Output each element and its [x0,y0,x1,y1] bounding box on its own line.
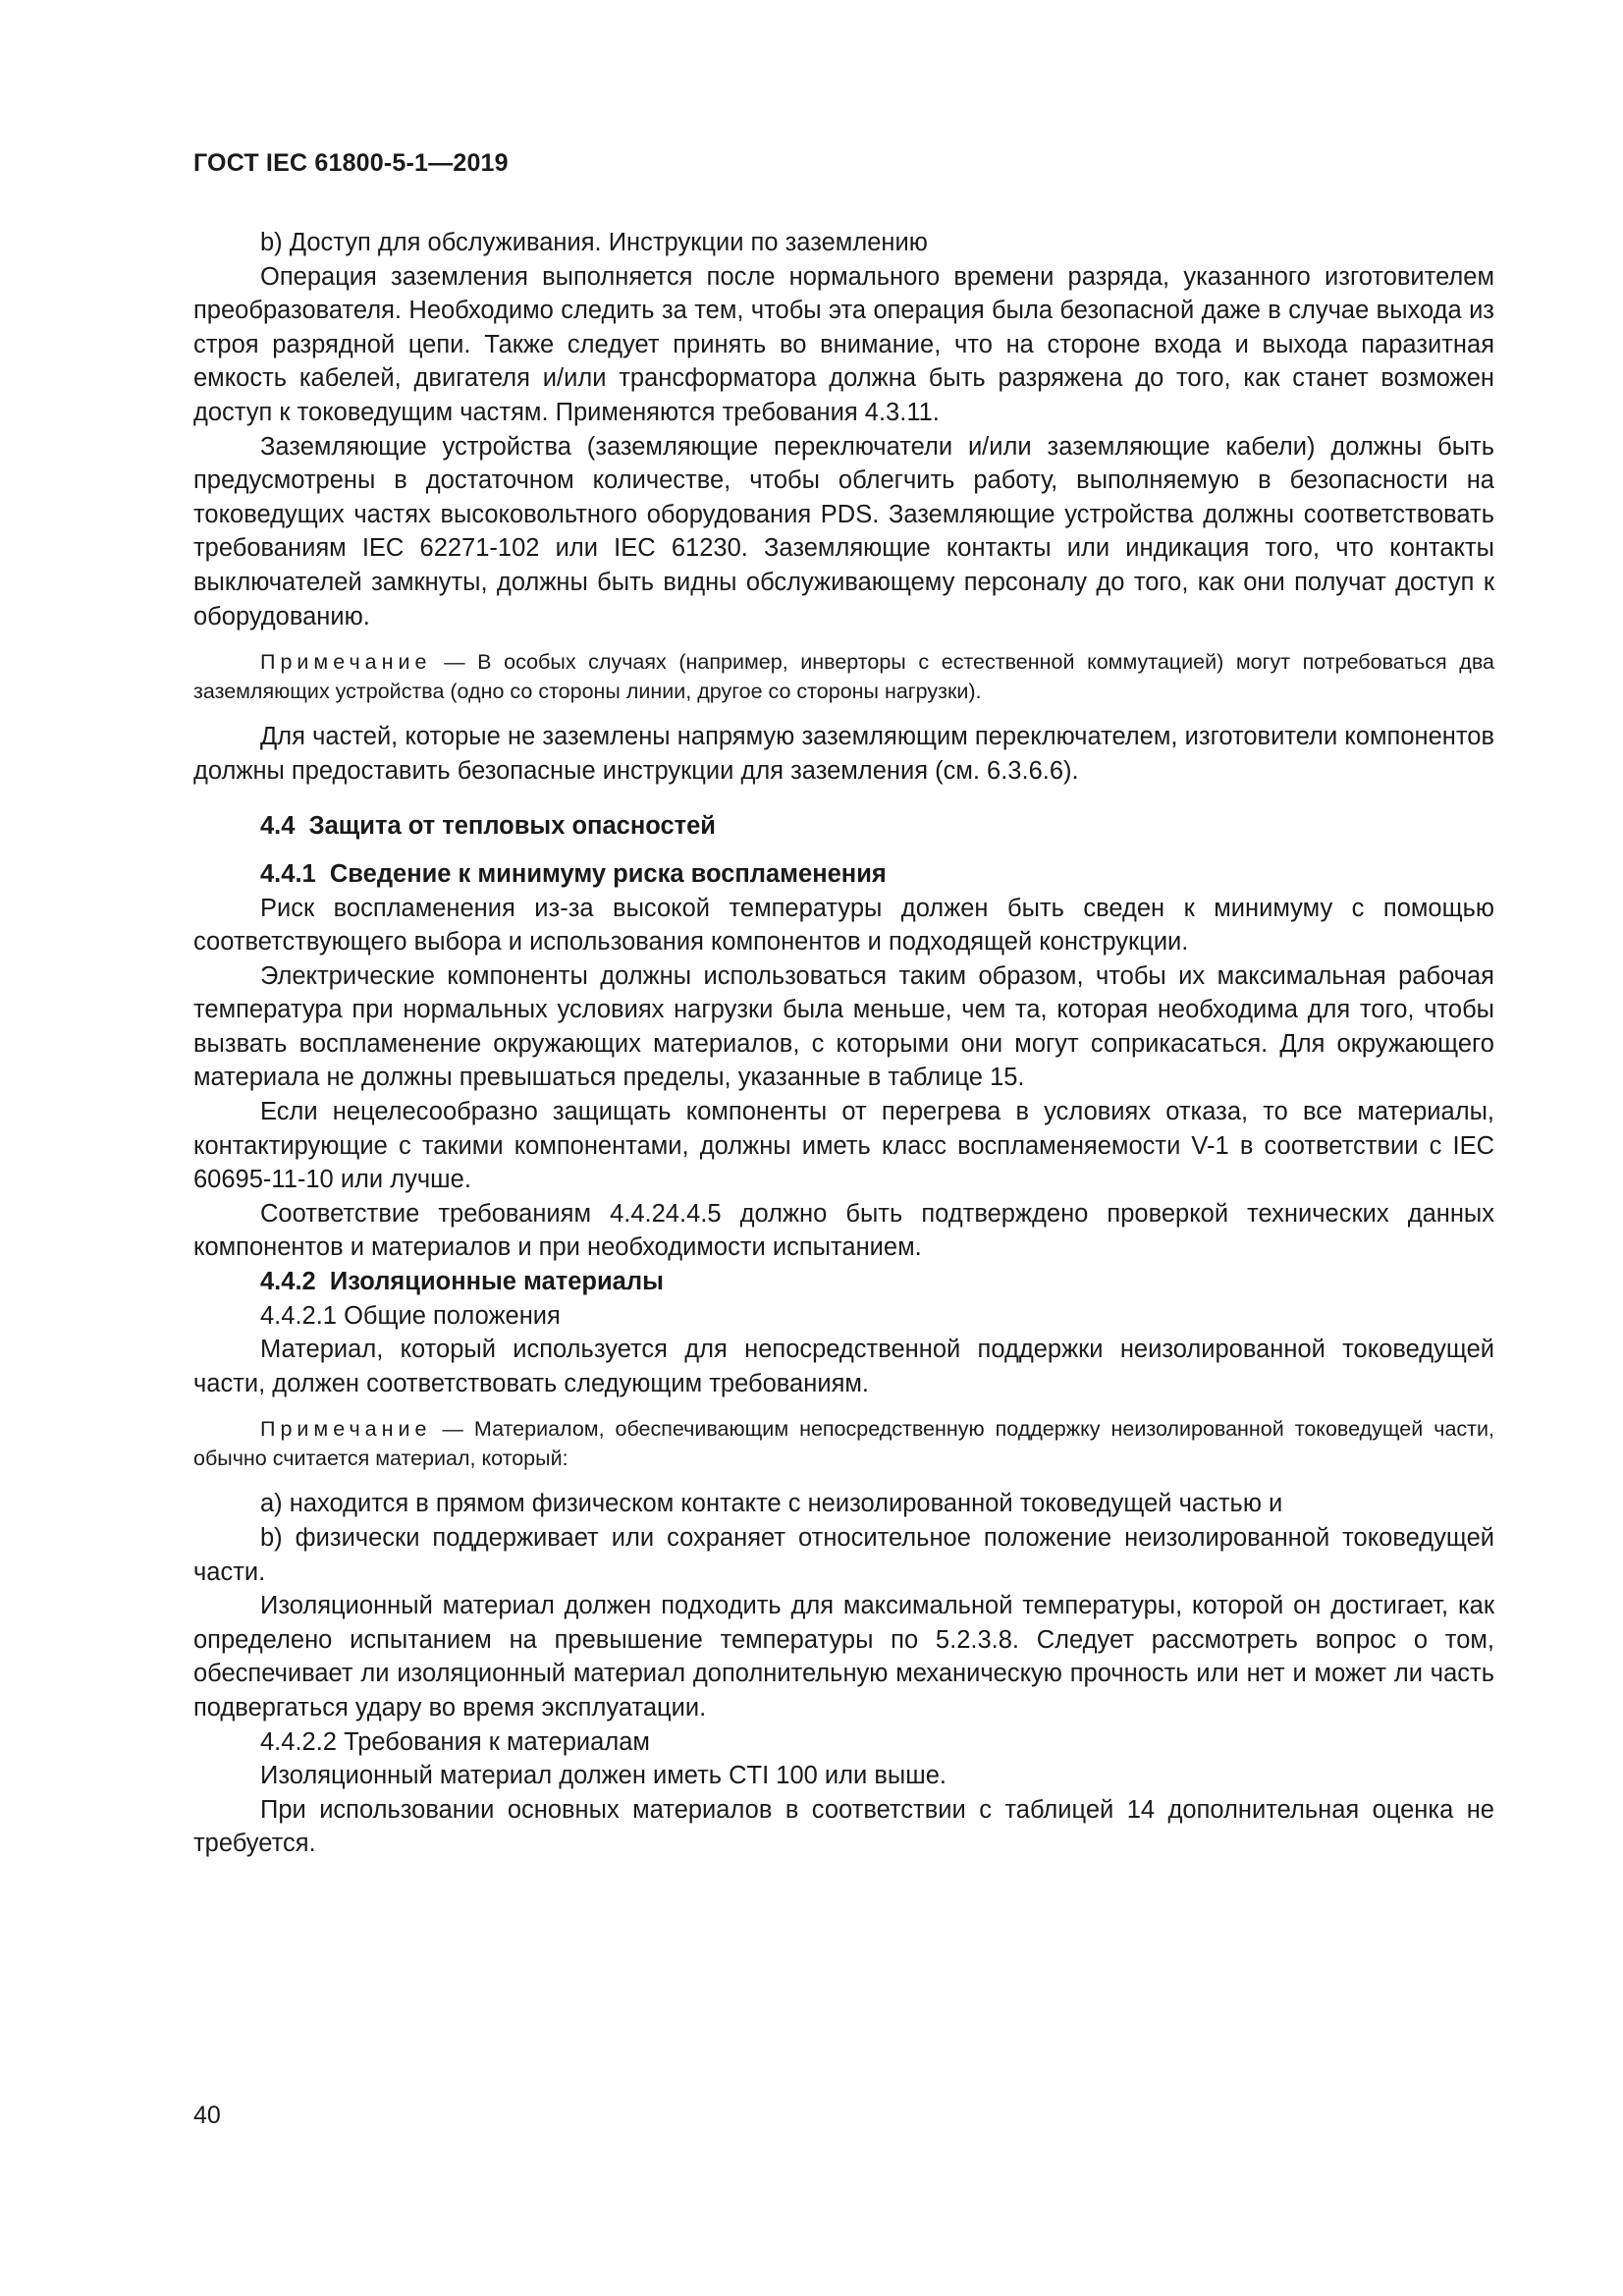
note-material [193,1414,1494,1473]
paragraph-overheating: Если нецелесообразно защищать компоненты от перегрева в условиях отказа, то все материалы, контактирующие с такими компонентами, должны иметь класс воспламеняемости V-1 в соответствии с IEC 60695-11-10 или лучше. [193,1098,1494,1194]
section-number: 4.4.1 [260,859,316,888]
section-title: Защита от тепловых опасностей [308,812,716,841]
section-title: Сведение к минимуму риска воспламенения [329,859,887,888]
document-body [193,226,1494,1861]
list-item-a: a) находится в прямом физическом контакте с неизолированной токоведущей частью и [260,1490,1283,1518]
paragraph-grounding-devices: Заземляющие устройства (заземляющие переключатели и/или заземляющие кабели) должны быть предусмотрены в достаточном количестве, чтобы облегчить работу, выполняемую в безопасности на токоведущих частях высоковольтного оборудования PDS. Заземляющие устройства должны соответствовать требованиям IEC 62271-102 или IEC 61230. Заземляющие контакты или индикация того, что контакты выключателей замкнуты, должны быть видны обслуживающему персоналу до того, как они получат доступ к оборудованию. [193,432,1494,630]
subsection-heading-4-4-2-2: 4.4.2.2 Требования к материалам [260,1727,650,1756]
paragraph-electrical-components: Электрические компоненты должны использоваться таким образом, чтобы их максимальная рабочая температура при нормальных условиях нагрузки была меньше, чем та, которая необходима для того, чтобы вызвать воспламенение окружающих материалов, с которыми они могут соприкасаться. Для окружающего материала не должны превышаться пределы, указанные в таблице 15. [193,961,1494,1092]
section-heading-4-4-1 [193,857,1494,892]
section-heading-4-4-2 [193,1265,1494,1299]
document-page [193,0,1494,2296]
paragraph-grounding-operation: Операция заземления выполняется после нормального времени разряда, указанного изготовителем преобразователя. Необходимо следить за тем, чтобы эта операция была безопасной даже в случае выхода из строя разрядной цепи. Также следует принять во внимание, что на стороне входа и выхода паразитная емкость кабелей, двигателя и/или трансформатора должна быть разряжена до того, как станет возможен доступ к токоведущим частям. Применяются требования 4.3.11. [193,262,1494,426]
paragraph-grounding-instructions: Для частей, которые не заземлены напрямую заземляющим переключателем, изготовители компонентов должны предоставить безопасные инструкции для заземления (см. 6.3.6.6). [193,723,1494,785]
paragraph-insulating-temperature: Изоляционный материал должен подходить для максимальной температуры, которой он достигает, как определено испытанием на превышение температуры по 5.2.3.8. Следует рассмотреть вопрос о том, обеспечивает ли изоляционный материал дополнительную механическую прочность или нет и может ли часть подвергаться удару во время эксплуатации. [193,1592,1494,1722]
paragraph-basic-materials: При использовании основных материалов в соответствии с таблицей 14 дополнительная оценка не требуется. [193,1795,1494,1858]
paragraph-compliance: Соответствие требованиям 4.4.24.4.5 должно быть подтверждено проверкой технических данных компонентов и материалов и при необходимости испытанием. [193,1199,1494,1262]
note-text: — Материалом, обеспечивающим непосредственную поддержку неизолированной токоведущей части, обычно считается материал, который: [193,1417,1494,1471]
note-label: Примечание [260,650,432,675]
document-header: ГОСТ IEC 61800-5-1—2019 [193,149,509,177]
paragraph-access-maintenance: b) Доступ для обслуживания. Инструкции по заземлению [260,229,928,256]
section-number: 4.4.2 [260,1268,316,1296]
note-label: Примечание [260,1417,432,1442]
paragraph-material-support: Материал, который используется для непосредственной поддержки неизолированной токоведущей части, должен соответствовать следующим требованиям. [193,1336,1494,1397]
section-number: 4.4 [260,812,296,841]
list-item-b: b) физически поддерживает или сохраняет относительное положение неизолированной токоведущей части. [193,1524,1494,1586]
paragraph-ignition-risk: Риск воспламенения из-за высокой температуры должен быть сведен к минимуму с помощью соответствующего выбора и использования компонентов и подходящей конструкции. [193,894,1494,957]
page-number: 40 [193,2102,221,2129]
subsection-heading-4-4-2-1: 4.4.2.1 Общие положения [260,1301,561,1330]
note-text: — В особых случаях (например, инверторы с естественной коммутацией) могут потребоваться два заземляющих устройства (одно со стороны линии, другое со стороны нагрузки). [193,650,1494,704]
section-heading-4-4 [193,809,1494,844]
note-grounding [193,647,1494,706]
section-title: Изоляционные материалы [329,1268,664,1296]
paragraph-cti: Изоляционный материал должен иметь CTI 100 или выше. [260,1762,947,1790]
